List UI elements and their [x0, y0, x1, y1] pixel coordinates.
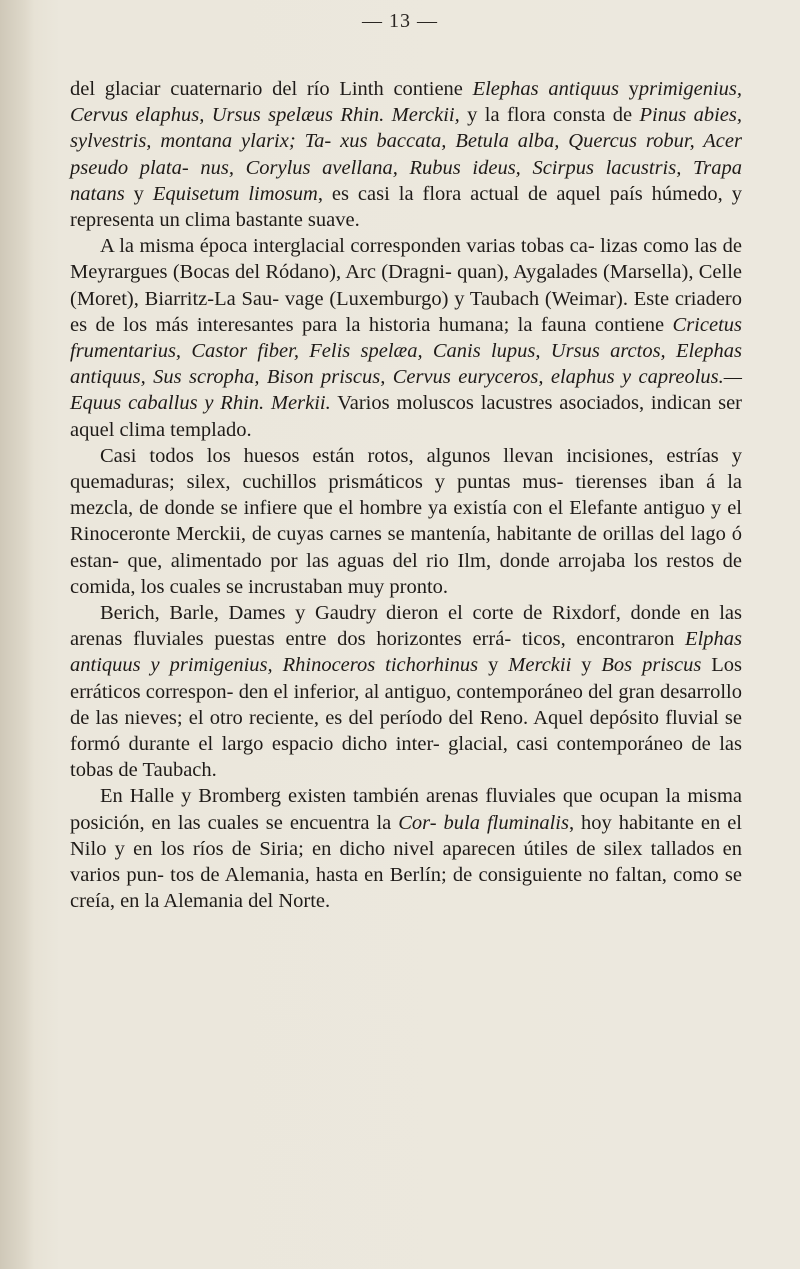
text-run: y — [478, 654, 509, 677]
text-run: , es casi la flora actual de aquel país húmedo, y representa un clima bastante suave. — [70, 182, 743, 232]
italic-term: Elephas antiquus — [472, 78, 619, 100]
text-run: y — [571, 654, 602, 677]
page-edge-shadow — [0, 0, 34, 1269]
italic-term: Equisetum limosum — [152, 182, 318, 205]
text-run: , hoy habitante en el Nilo y en los ríos de Siria; en dicho nivel aparecen útiles de silex tallados en varios pun- tos de Alemania, hasta en Berlín; de consiguiente no faltan, como se creía, en la Alemania del Norte. — [70, 811, 742, 913]
paragraph-halle-bromberg — [70, 783, 742, 914]
body-text — [70, 76, 742, 915]
paragraph-rixdorf — [70, 600, 742, 783]
text-run: Casi todos los huesos están rotos, algunos llevan incisiones, estrías y quemaduras; silex, cuchillos prismáticos y puntas mus- tierenses iban á la mezcla, de donde se infiere que el hombre ya existía con el Elefante antiguo y el Rinoceronte Merckii, de cuyas carnes se mantenía, habitante de orillas del lago ó estan- que, alimentado por las aguas del rio Ilm, donde arrojaba los restos de comida, los cuales se incrustaban muy pronto. — [70, 444, 742, 598]
paragraph-huesos-rotos — [70, 443, 742, 600]
text-run: y la flora consta de — [459, 104, 640, 127]
text-run: y — [124, 182, 153, 205]
italic-term: Bos priscus — [601, 654, 702, 677]
text-run: En Halle y Bromberg existen también arenas fluviales que ocupan la misma posición, en las cuales se encuentra la — [70, 785, 742, 834]
text-run: del glaciar cuaternario del río Linth contiene — [70, 78, 473, 100]
italic-term: Merckii — [508, 654, 572, 677]
text-run: y — [618, 78, 639, 100]
text-run: A la misma época interglacial corresponden varias tobas ca- lizas como las de Meyrargues (Bocas del Ródano), Arc (Dragni- quan), Aygalades (Marsella), Celle (Moret), Biarritz-La Sau- vage (Luxemburgo) y Taubach (Weimar). Este criadero es de los más interesantes para la historia humana; la fauna contiene — [70, 235, 742, 336]
text-run: Berich, Barle, Dames y Gaudry dieron el corte de Rixdorf, donde en las arenas fluviales puestas entre dos horizontes errá- ticos, encontraron — [70, 602, 742, 651]
italic-term: Cricetus frumentarius, Castor fiber, Felis spelæa, Canis lupus, Ursus arctos, Elephas antiquus, Sus scropha, Bison priscus, Cervus euryceros, elaphus y capreolus.—Equus caballus y Rhin. Merkii. — [70, 313, 742, 415]
italic-term: primigenius, Cervus elaphus, Ursus spelæus Rhin. Merckii, — [70, 78, 742, 127]
text-run: Los erráticos correspon- den el inferior, al antiguo, contemporáneo del gran desarrollo de las nieves; el otro reciente, es del período del Reno. Aquel depósito fluvial se formó durante el largo espacio dicho inter- glacial, casi contemporáneo de las tobas de Taubach. — [70, 654, 743, 782]
paragraph-glaciar-flora — [70, 76, 742, 233]
italic-term: Cor- bula fluminalis — [398, 811, 569, 834]
italic-term: Elphas antiquus y primigenius, Rhinoceros tichorhinus — [70, 628, 742, 677]
italic-term: Pinus abies, sylvestris, montana ylarix; Ta- xus baccata, Betula alba, Quercus robur, Acer pseudo plata- nus, Corylus avellana, Rubus ideus, Scirpus lacustris, Trapa natans — [70, 104, 742, 205]
text-run: Varios moluscos lacustres asociados, indican ser aquel clima templado. — [70, 392, 742, 441]
page-number: — 13 — — [362, 10, 438, 32]
paragraph-tobas-calizas — [70, 233, 742, 443]
